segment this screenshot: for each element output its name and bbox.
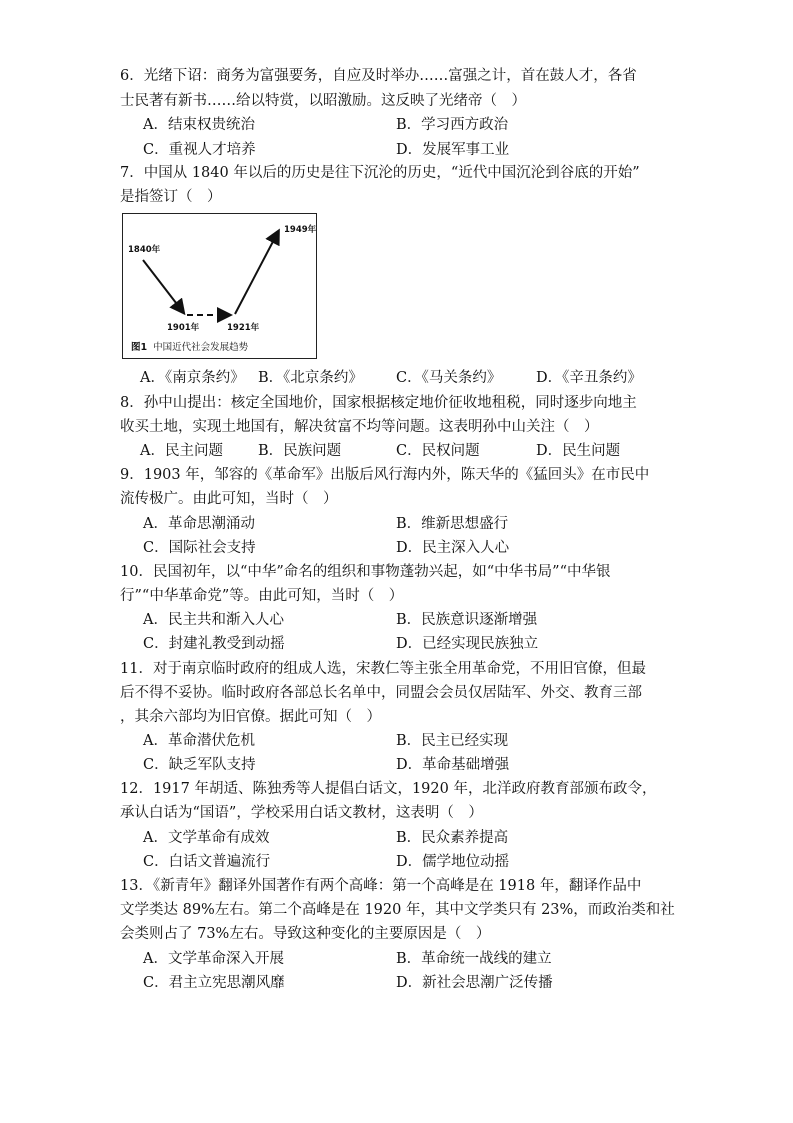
- q12-option-d[interactable]: D．儒学地位动摇: [396, 854, 510, 870]
- q9-stem-line-1: 9．1903 年，邹容的《革命军》出版后风行海内外，陈天华的《猛回头》在市民中: [120, 467, 650, 483]
- q12-stem-line-2: 承认白话为“国语”，学校采用白话文教材，这表明（ ）: [120, 805, 483, 821]
- q13-stem-line-3: 会类则占了 73%左右。导致这种变化的主要原因是（ ）: [120, 926, 491, 942]
- q6-option-d[interactable]: D．发展军事工业: [396, 142, 510, 158]
- q6-option-a[interactable]: A．结束权贵统治: [143, 117, 255, 133]
- q6-stem-line-2: 士民著有新书……给以特赏，以昭激励。这反映了光绪帝（ ）: [120, 93, 526, 109]
- q9-stem-line-2: 流传极广。由此可知，当时（ ）: [120, 491, 338, 507]
- q6-option-b[interactable]: B．学习西方政治: [396, 117, 509, 133]
- trend-figure: [122, 213, 317, 359]
- q11-option-c[interactable]: C．缺乏军队支持: [143, 757, 256, 773]
- q8-option-b[interactable]: B．民族问题: [258, 443, 342, 459]
- label-1901: 1901年: [167, 323, 200, 333]
- q8-option-c[interactable]: C．民权问题: [396, 443, 480, 459]
- q10-option-a[interactable]: A．民主共和渐入人心: [143, 612, 284, 628]
- decline-arrow: [143, 260, 183, 312]
- q11-option-a[interactable]: A．革命潜伏危机: [143, 733, 255, 749]
- q10-option-b[interactable]: B．民族意识逐渐增强: [396, 612, 538, 628]
- q12-option-c[interactable]: C．白话文普遍流行: [143, 854, 271, 870]
- q10-stem-line-2: 行”“中华革命党”等。由此可知，当时（ ）: [120, 588, 404, 604]
- q11-stem-line-1: 11．对于南京临时政府的组成人选，宋教仁等主张全用革命党，不用旧官僚，但最: [120, 661, 646, 677]
- q9-option-c[interactable]: C．国际社会支持: [143, 540, 256, 556]
- q12-stem-line-1: 12．1917 年胡适、陈独秀等人提倡白话文，1920 年，北洋政府教育部颁布政令，: [120, 781, 657, 797]
- q13-stem-line-1: 13．《新青年》翻译外国著作有两个高峰：第一个高峰是在 1918 年，翻译作品中: [120, 878, 642, 894]
- figure-caption: [131, 339, 248, 353]
- q10-option-d[interactable]: D．已经实现民族独立: [396, 636, 539, 652]
- q11-option-b[interactable]: B．民主已经实现: [396, 733, 509, 749]
- rise-arrow: [235, 232, 278, 314]
- figure-number: 图1: [131, 342, 148, 353]
- q11-stem-line-2: 后不得不妥协。临时政府各部总长名单中，同盟会会员仅居陆军、外交、教育三部: [120, 685, 642, 701]
- q7-option-d[interactable]: D．《辛丑条约》: [536, 370, 642, 386]
- q9-option-a[interactable]: A．革命思潮涌动: [143, 516, 255, 532]
- q8-stem-line-2: 收买土地，实现土地国有，解决贫富不均等问题。这表明孙中山关注（ ）: [120, 419, 599, 435]
- label-1921: 1921年: [227, 323, 260, 333]
- q7-stem-line-2: 是指签订（ ）: [120, 189, 222, 205]
- q7-option-a[interactable]: A．《南京条约》: [140, 370, 245, 386]
- q10-option-c[interactable]: C．封建礼教受到动摇: [143, 636, 285, 652]
- q12-option-a[interactable]: A．文学革命有成效: [143, 830, 270, 846]
- q13-option-d[interactable]: D．新社会思潮广泛传播: [396, 975, 553, 991]
- q13-option-a[interactable]: A．文学革命深入开展: [143, 951, 284, 967]
- q9-option-b[interactable]: B．维新思想盛行: [396, 516, 509, 532]
- q10-stem-line-1: 10．民国初年，以“中华”命名的组织和事物蓬勃兴起，如“中华书局”“中华银: [120, 564, 611, 580]
- q6-option-c[interactable]: C．重视人才培养: [143, 142, 256, 158]
- q8-stem-line-1: 8．孙中山提出：核定全国地价，国家根据核定地价征收地租税，同时逐步向地主: [120, 395, 637, 411]
- q7-option-b[interactable]: B．《北京条约》: [258, 370, 363, 386]
- q11-stem-line-3: ，其余六部均为旧官僚。据此可知（ ）: [120, 709, 381, 725]
- q13-stem-line-2: 文学类达 89%左右。第二个高峰是在 1920 年，其中文学类只有 23%，而政治类和社: [120, 902, 675, 918]
- q12-option-b[interactable]: B．民众素养提高: [396, 830, 509, 846]
- q6-stem-line-1: 6．光绪下诏：商务为富强要务，自应及时举办……富强之计，首在鼓人才，各省: [120, 68, 637, 84]
- q13-option-c[interactable]: C．君主立宪思潮风靡: [143, 975, 285, 991]
- label-1949: 1949年: [284, 225, 317, 235]
- q7-stem-line-1: 7．中国从 1840 年以后的历史是往下沉沦的历史，“近代中国沉沦到谷底的开始”: [120, 165, 640, 181]
- q11-option-d[interactable]: D．革命基础增强: [396, 757, 510, 773]
- q8-option-a[interactable]: A．民主问题: [140, 443, 223, 459]
- label-1840: 1840年: [128, 245, 161, 255]
- q8-option-d[interactable]: D．民生问题: [536, 443, 621, 459]
- q7-option-c[interactable]: C．《马关条约》: [396, 370, 502, 386]
- q13-option-b[interactable]: B．革命统一战线的建立: [396, 951, 552, 967]
- q9-option-d[interactable]: D．民主深入人心: [396, 540, 510, 556]
- figure-title: 中国近代社会发展趋势: [153, 342, 249, 353]
